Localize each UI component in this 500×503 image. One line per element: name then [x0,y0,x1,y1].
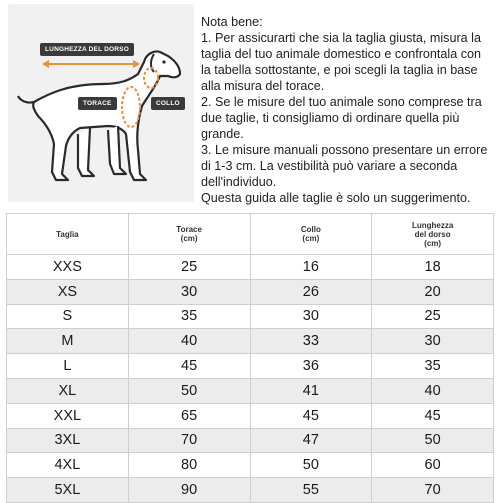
neck-cell: 45 [250,403,372,428]
size-table [6,213,494,503]
neck-cell: 55 [250,478,372,503]
table-row [7,453,494,478]
chest-cell: 90 [128,478,250,503]
size-cell: M [7,329,129,354]
neck-tag: COLLO [151,97,185,110]
notes-line: alla misura del torace. [201,79,325,93]
chest-cell: 65 [128,403,250,428]
size-cell: L [7,354,129,379]
table-row [7,428,494,453]
back-length-cell: 70 [372,478,494,503]
dog-measurement-illustration [8,4,194,202]
back-length-cell: 18 [372,255,494,280]
back-length-cell: 45 [372,403,494,428]
back-length-cell: 50 [372,428,494,453]
chest-tag: TORACE [78,97,117,110]
notes-line: la tabella sottostante, e poi scegli la taglia in base [201,63,478,77]
chest-cell: 80 [128,453,250,478]
chest-cell: 35 [128,304,250,329]
size-cell: S [7,304,129,329]
notes-line: di 1-3 cm. La vestibilità può variare a seconda [201,159,458,173]
chest-cell: 25 [128,255,250,280]
notes-line: 2. Se le misure del tuo animale sono comprese tra [201,95,482,109]
notes-line: due taglie, ti consigliamo di ordinare quella più [201,111,460,125]
notes-line: grande. [201,127,244,141]
back-length-cell: 25 [372,304,494,329]
chest-cell: 45 [128,354,250,379]
table-row [7,255,494,280]
table-row [7,378,494,403]
neck-cell: 41 [250,378,372,403]
table-row [7,304,494,329]
notes-line: 3. Le misure manuali possono presentare un errore [201,143,488,157]
header-size: Taglia [7,214,129,255]
back-length-cell: 20 [372,279,494,304]
notes-line: dell'individuo. [201,175,277,189]
table-row [7,478,494,503]
table-row [7,354,494,379]
size-cell: 5XL [7,478,129,503]
notes-line: taglia del tuo animale domestico e confrontala con [201,47,482,61]
back-length-cell: 30 [372,329,494,354]
table-row [7,279,494,304]
size-cell: XXS [7,255,129,280]
chest-cell: 30 [128,279,250,304]
back-length-cell: 35 [372,354,494,379]
notes-line: Questa guida alle taglie è solo un suggerimento. [201,191,471,205]
back-length-cell: 60 [372,453,494,478]
chest-cell: 70 [128,428,250,453]
neck-cell: 30 [250,304,372,329]
neck-cell: 50 [250,453,372,478]
size-cell: 4XL [7,453,129,478]
size-cell: XXL [7,403,129,428]
neck-cell: 47 [250,428,372,453]
table-row [7,403,494,428]
notes-line: 1. Per assicurarti che sia la taglia giusta, misura la [201,31,481,45]
size-notes [201,14,497,206]
neck-cell: 36 [250,354,372,379]
back-length-cell: 40 [372,378,494,403]
neck-cell: 26 [250,279,372,304]
neck-cell: 33 [250,329,372,354]
table-row [7,329,494,354]
size-cell: 3XL [7,428,129,453]
header-neck: Collo (cm) [250,214,372,255]
chest-cell: 40 [128,329,250,354]
notes-heading: Nota bene: [201,15,263,29]
size-cell: XS [7,279,129,304]
header-back-length: Lunghezza del dorso (cm) [372,214,494,255]
back-length-tag: LUNGHEZZA DEL DORSO [40,43,134,56]
size-cell: XL [7,378,129,403]
header-chest: Torace (cm) [128,214,250,255]
chest-cell: 50 [128,378,250,403]
neck-cell: 16 [250,255,372,280]
table-header-row [7,214,494,255]
